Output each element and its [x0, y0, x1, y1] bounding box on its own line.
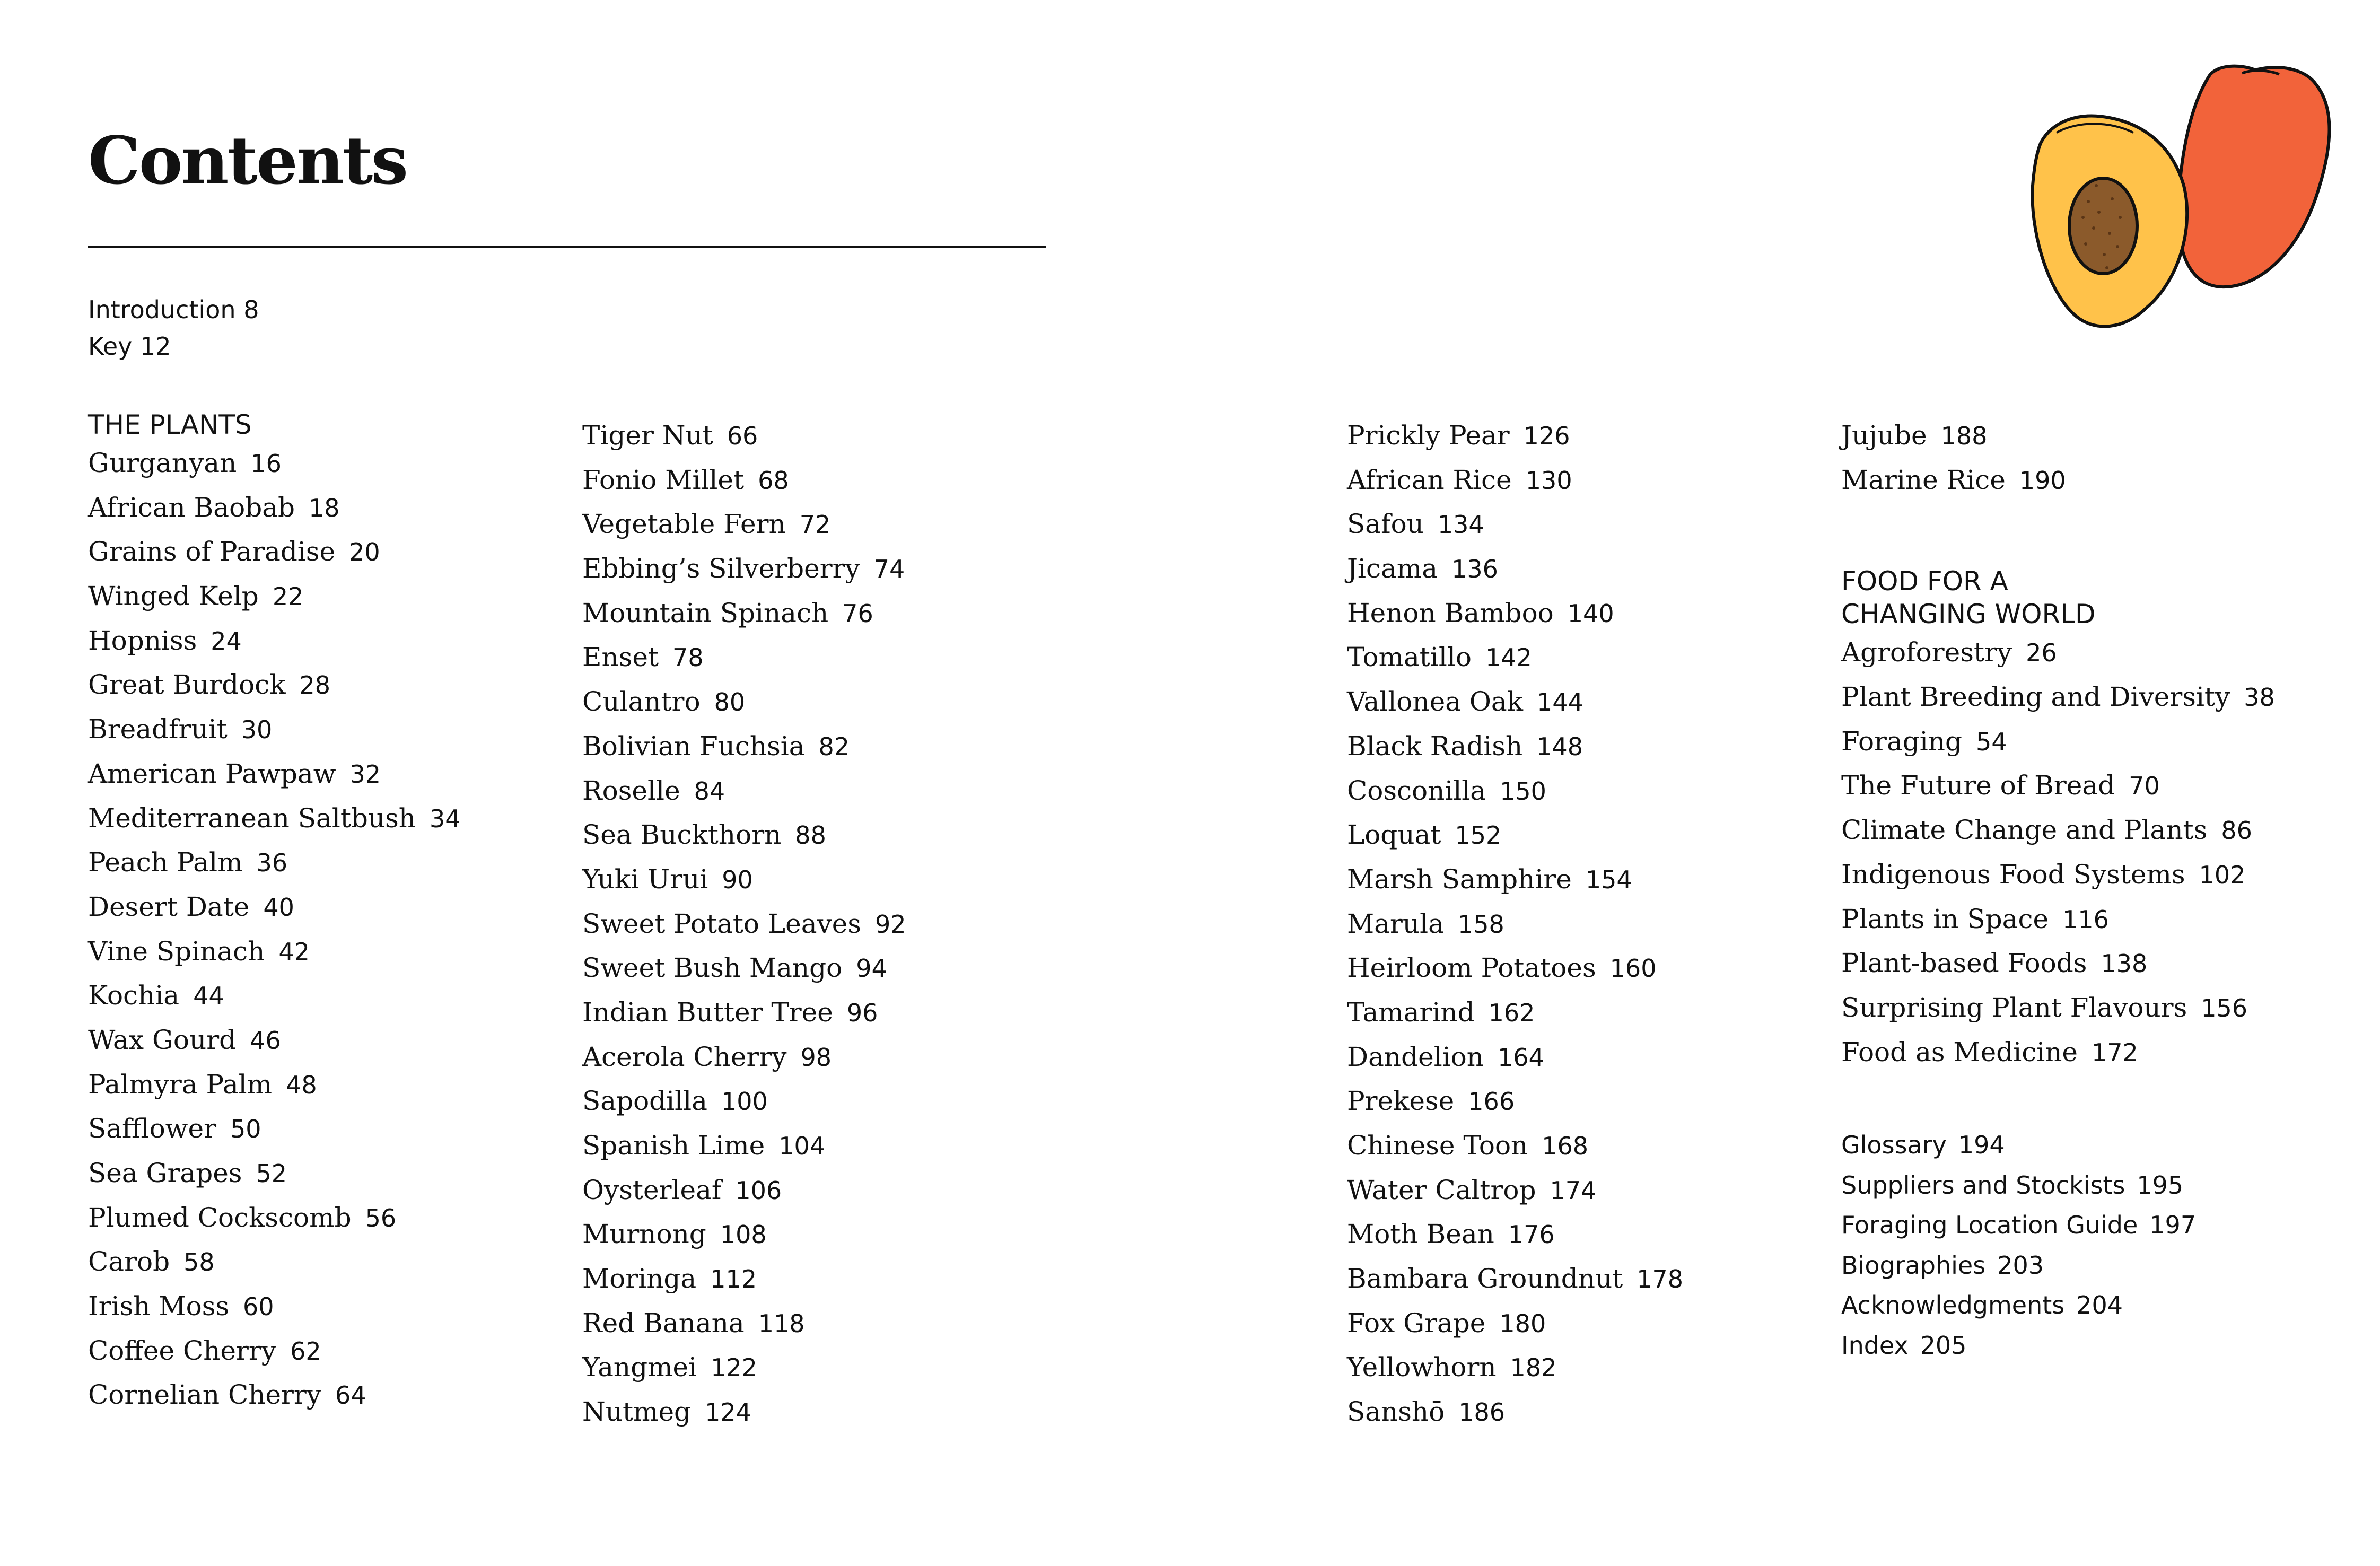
entry-label: Acknowledgments: [1841, 1291, 2065, 1320]
entry-label: Jicama: [1347, 553, 1438, 584]
entry-page: 50: [230, 1115, 261, 1144]
toc-entry[interactable]: [88, 752, 461, 797]
toc-entry[interactable]: [582, 414, 906, 458]
entry-page: 174: [1550, 1176, 1597, 1205]
entry-label: Bolivian Fuchsia: [582, 730, 805, 762]
plants-column-1: [88, 408, 461, 1418]
toc-entry[interactable]: [582, 1390, 906, 1434]
entry-page: 18: [309, 493, 340, 522]
section-heading-food: [1841, 565, 2275, 631]
toc-entry[interactable]: [88, 1107, 461, 1151]
entry-page: 80: [714, 688, 746, 717]
entry-page: 116: [2062, 905, 2109, 934]
toc-entry[interactable]: [582, 1079, 906, 1124]
entry-page: 140: [1567, 599, 1614, 628]
toc-entry[interactable]: [582, 946, 906, 991]
toc-entry[interactable]: [88, 974, 461, 1018]
entry-page: 74: [873, 555, 905, 584]
toc-entry[interactable]: [1347, 1345, 1683, 1390]
toc-entry[interactable]: [1347, 724, 1683, 769]
entry-label: Introduction: [88, 295, 236, 324]
toc-entry[interactable]: [582, 458, 906, 503]
entry-page: 104: [778, 1132, 826, 1160]
entry-page: 92: [875, 909, 906, 939]
entry-page: 30: [241, 715, 273, 745]
entry-label: Foraging: [1841, 725, 1962, 757]
title-divider: [88, 246, 1046, 248]
entry-label: Prickly Pear: [1347, 420, 1510, 451]
toc-entry[interactable]: [88, 930, 461, 974]
entry-page: 16: [250, 449, 282, 478]
entry-page: 72: [799, 510, 831, 539]
entry-label: The Future of Bread: [1841, 770, 2115, 801]
toc-entry[interactable]: [582, 902, 906, 947]
entry-page: 82: [818, 732, 850, 761]
section-heading-plants: THE PLANTS: [88, 409, 252, 440]
toc-entry[interactable]: [1347, 991, 1683, 1035]
entry-label: Plumed Cockscomb: [88, 1202, 352, 1233]
toc-entry[interactable]: [88, 486, 461, 530]
toc-entry[interactable]: [582, 1124, 906, 1168]
toc-entry[interactable]: [1841, 720, 2275, 764]
entry-page: 22: [272, 582, 304, 611]
toc-entry[interactable]: [1841, 808, 2275, 853]
toc-entry[interactable]: [582, 680, 906, 724]
entry-page: 134: [1437, 510, 1484, 539]
entry-label: Henon Bamboo: [1347, 597, 1554, 628]
entry-page: 20: [349, 538, 380, 567]
entry-page: 186: [1458, 1398, 1506, 1427]
entry-page: 108: [720, 1220, 767, 1249]
section-heading-line: FOOD FOR A: [1841, 566, 2008, 597]
entry-page: 148: [1536, 732, 1583, 761]
entry-label: Hopniss: [88, 625, 197, 656]
entry-page: 164: [1497, 1043, 1544, 1072]
entry-page: 52: [256, 1159, 287, 1188]
entry-page: 178: [1637, 1265, 1684, 1294]
plants-entry-list: [1841, 414, 2275, 502]
entry-label: Marula: [1347, 908, 1444, 939]
entry-label: Agroforestry: [1841, 637, 2012, 668]
toc-entry[interactable]: [88, 1373, 461, 1418]
entry-page: 38: [2244, 683, 2275, 712]
toc-entry[interactable]: [1841, 675, 2275, 720]
toc-entry[interactable]: [1347, 1168, 1683, 1213]
entry-label: Marine Rice: [1841, 464, 2006, 495]
toc-entry[interactable]: [1347, 547, 1683, 591]
entry-label: Sapodilla: [582, 1086, 707, 1117]
entry-label: Palmyra Palm: [88, 1069, 273, 1100]
toc-entry[interactable]: [88, 707, 461, 752]
entry-label: Red Banana: [582, 1307, 745, 1338]
entry-page: 98: [800, 1043, 832, 1072]
entry-label: Dandelion: [1347, 1041, 1484, 1072]
entry-label: Sea Grapes: [88, 1158, 242, 1188]
toc-entry[interactable]: [88, 1063, 461, 1107]
entry-page: 144: [1537, 688, 1583, 717]
entry-label: Climate Change and Plants: [1841, 815, 2208, 846]
food-section: [1841, 565, 2275, 1074]
toc-entry[interactable]: [582, 1345, 906, 1390]
entry-page: 76: [842, 599, 873, 628]
toc-entry[interactable]: [1347, 1390, 1683, 1434]
entry-label: Indian Butter Tree: [582, 996, 833, 1028]
toc-entry[interactable]: [88, 574, 461, 619]
entry-page: 112: [710, 1265, 757, 1294]
entry-page: 136: [1451, 555, 1498, 584]
entry-page: 118: [758, 1309, 805, 1338]
entry-label: Sweet Potato Leaves: [582, 908, 862, 939]
entry-page: 90: [722, 865, 753, 894]
entry-page: 160: [1609, 954, 1657, 983]
toc-entry[interactable]: [1841, 764, 2275, 808]
toc-entry[interactable]: [1347, 1079, 1683, 1124]
toc-entry[interactable]: [582, 1168, 906, 1213]
entry-label: Kochia: [88, 980, 180, 1011]
plants-entry-list: [582, 414, 906, 1434]
entry-label: Safou: [1347, 509, 1424, 540]
entry-page: 205: [1920, 1331, 1967, 1360]
entry-page: 176: [1508, 1220, 1555, 1249]
entry-label: Tiger Nut: [582, 420, 713, 451]
entry-page: 34: [430, 804, 461, 833]
entry-page: 42: [278, 937, 310, 966]
toc-entry[interactable]: [582, 1035, 906, 1080]
entry-label: Black Radish: [1347, 730, 1523, 762]
entry-label: Fonio Millet: [582, 464, 745, 495]
fruit-illustration-icon: [2019, 58, 2341, 361]
entry-page: 166: [1468, 1087, 1515, 1116]
toc-entry[interactable]: [88, 530, 461, 574]
entry-label: Culantro: [582, 686, 701, 718]
entry-label: Gurganyan: [88, 448, 237, 478]
entry-label: Coffee Cherry: [88, 1335, 277, 1366]
entry-label: Irish Moss: [88, 1291, 230, 1322]
entry-page: 54: [1975, 727, 2007, 756]
toc-entry[interactable]: [582, 813, 906, 858]
toc-entry[interactable]: [582, 547, 906, 591]
entry-page: 168: [1542, 1132, 1589, 1160]
entry-page: 12: [140, 332, 171, 361]
toc-entry[interactable]: [1347, 680, 1683, 724]
entry-label: African Rice: [1347, 464, 1512, 495]
entry-page: 188: [1940, 422, 1988, 450]
toc-entry[interactable]: [582, 1257, 906, 1301]
entry-label: Chinese Toon: [1347, 1130, 1528, 1161]
entry-label: Plant Breeding and Diversity: [1841, 681, 2230, 713]
entry-label: Yangmei: [582, 1352, 697, 1383]
entry-label: Suppliers and Stockists: [1841, 1170, 2125, 1200]
entry-label: Fox Grape: [1347, 1307, 1486, 1338]
entry-label: Nutmeg: [582, 1396, 692, 1428]
entry-label: Heirloom Potatoes: [1347, 952, 1596, 984]
fruit-seed-icon: [2069, 178, 2137, 274]
entry-page: 32: [349, 759, 381, 789]
toc-entry[interactable]: [1841, 1125, 2275, 1166]
toc-entry[interactable]: [582, 502, 906, 547]
entry-page: 130: [1525, 466, 1572, 495]
toc-entry[interactable]: [582, 1212, 906, 1257]
toc-entry[interactable]: [1347, 902, 1683, 947]
toc-entry[interactable]: [582, 635, 906, 680]
toc-entry[interactable]: [1347, 1124, 1683, 1168]
entry-page: 62: [290, 1336, 321, 1366]
toc-entry[interactable]: [1347, 858, 1683, 902]
toc-entry[interactable]: [1841, 1326, 2275, 1366]
entry-page: 138: [2101, 949, 2148, 978]
entry-label: Carob: [88, 1246, 170, 1278]
front-matter-list: [88, 292, 259, 365]
entry-label: Great Burdock: [88, 669, 286, 701]
toc-entry[interactable]: [1841, 941, 2275, 986]
toc-entry[interactable]: [1347, 458, 1683, 503]
entry-page: 100: [721, 1087, 768, 1116]
toc-entry[interactable]: [1347, 813, 1683, 858]
toc-entry[interactable]: [1347, 591, 1683, 636]
toc-entry[interactable]: [88, 841, 461, 885]
entry-label: Vallonea Oak: [1347, 686, 1524, 718]
entry-label: Acerola Cherry: [582, 1041, 787, 1072]
entry-label: Sweet Bush Mango: [582, 952, 843, 984]
entry-page: 8: [243, 295, 259, 324]
entry-label: Cornelian Cherry: [88, 1379, 322, 1411]
entry-page: 197: [2149, 1211, 2197, 1240]
entry-page: 158: [1457, 909, 1504, 939]
entry-label: Vegetable Fern: [582, 509, 786, 540]
toc-entry[interactable]: [582, 991, 906, 1035]
entry-label: Index: [1841, 1331, 1909, 1360]
entry-page: 150: [1500, 776, 1546, 806]
entry-page: 84: [694, 776, 725, 806]
section-heading-line: CHANGING WORLD: [1841, 599, 2096, 630]
toc-entry[interactable]: [582, 769, 906, 813]
toc-entry[interactable]: [88, 1018, 461, 1063]
entry-label: Mediterranean Saltbush: [88, 802, 416, 834]
toc-entry[interactable]: [88, 1196, 461, 1240]
entry-label: Moringa: [582, 1263, 697, 1294]
entry-page: 102: [2199, 860, 2246, 889]
entry-label: Plant-based Foods: [1841, 948, 2087, 979]
page-title: Contents: [88, 123, 407, 199]
toc-entry[interactable]: [88, 292, 259, 328]
entry-label: Glossary: [1841, 1131, 1947, 1160]
entry-label: Plants in Space: [1841, 903, 2049, 934]
entry-label: Indigenous Food Systems: [1841, 859, 2185, 890]
entry-label: Breadfruit: [88, 714, 228, 745]
entry-page: 156: [2201, 993, 2248, 1022]
entry-page: 86: [2221, 816, 2252, 845]
toc-entry[interactable]: [1841, 631, 2275, 675]
toc-entry[interactable]: [88, 663, 461, 707]
entry-page: 56: [365, 1203, 397, 1232]
entry-page: 44: [193, 982, 224, 1011]
toc-entry[interactable]: [1347, 635, 1683, 680]
entry-label: Moth Bean: [1347, 1219, 1494, 1250]
entry-label: Sea Buckthorn: [582, 819, 782, 851]
entry-label: Prekese: [1347, 1086, 1455, 1117]
entry-page: 78: [672, 643, 704, 672]
entry-page: 172: [2092, 1038, 2138, 1067]
toc-entry[interactable]: [582, 1301, 906, 1346]
entry-page: 60: [243, 1292, 274, 1322]
food-entry-list: [1841, 631, 2275, 1074]
entry-page: 40: [263, 893, 294, 922]
entry-label: Yuki Urui: [582, 863, 708, 895]
toc-entry[interactable]: [88, 619, 461, 663]
entry-label: Key: [88, 332, 133, 361]
entry-label: Surprising Plant Flavours: [1841, 992, 2188, 1023]
toc-entry[interactable]: [1347, 1257, 1683, 1301]
toc-entry[interactable]: [88, 441, 461, 486]
entry-label: Grains of Paradise: [88, 536, 336, 567]
entry-page: 66: [727, 422, 758, 450]
plants-column-3: [1347, 414, 1683, 1434]
entry-page: 194: [1958, 1131, 2005, 1160]
entry-label: Sanshō: [1347, 1396, 1445, 1428]
toc-entry[interactable]: [1347, 502, 1683, 547]
toc-entry[interactable]: [88, 1284, 461, 1329]
toc-entry[interactable]: [1347, 414, 1683, 458]
entry-label: Marsh Samphire: [1347, 863, 1572, 895]
entry-page: 58: [183, 1248, 215, 1277]
entry-page: 190: [2019, 466, 2066, 495]
toc-entry[interactable]: [1347, 946, 1683, 991]
toc-entry[interactable]: [582, 724, 906, 769]
entry-page: 154: [1585, 865, 1632, 894]
entry-page: 142: [1485, 643, 1532, 672]
entry-page: 70: [2129, 772, 2160, 801]
toc-entry[interactable]: [1841, 1285, 2275, 1326]
entry-label: Desert Date: [88, 891, 250, 922]
entry-label: Food as Medicine: [1841, 1036, 2078, 1068]
entry-page: 126: [1523, 422, 1570, 450]
entry-page: 180: [1499, 1309, 1546, 1338]
entry-label: Wax Gourd: [88, 1024, 237, 1055]
entry-label: Safflower: [88, 1113, 216, 1144]
entry-label: Foraging Location Guide: [1841, 1211, 2138, 1240]
entry-label: Bambara Groundnut: [1347, 1263, 1623, 1294]
toc-entry[interactable]: [88, 797, 461, 841]
toc-entry[interactable]: [1841, 853, 2275, 897]
entry-label: Spanish Lime: [582, 1130, 765, 1161]
entry-label: Mountain Spinach: [582, 597, 829, 628]
entry-page: 152: [1455, 821, 1502, 850]
toc-entry[interactable]: [88, 328, 259, 365]
toc-entry[interactable]: [1841, 458, 2275, 503]
entry-page: 64: [335, 1381, 366, 1410]
entry-label: African Baobab: [88, 492, 295, 523]
entry-page: 203: [1997, 1250, 2044, 1280]
entry-page: 88: [795, 821, 826, 850]
toc-entry[interactable]: [88, 1329, 461, 1373]
toc-entry[interactable]: [88, 1240, 461, 1284]
toc-entry[interactable]: [1841, 1205, 2275, 1246]
entry-page: 24: [211, 626, 242, 655]
entry-label: Murnong: [582, 1219, 706, 1250]
plants-entry-list: [88, 441, 461, 1418]
entry-page: 182: [1510, 1353, 1557, 1383]
toc-entry[interactable]: [1347, 769, 1683, 813]
toc-entry[interactable]: [1347, 1035, 1683, 1080]
entry-page: 28: [299, 671, 331, 700]
entry-page: 195: [2137, 1170, 2184, 1200]
entry-page: 48: [286, 1070, 317, 1099]
toc-entry[interactable]: [1841, 986, 2275, 1030]
plants-column-2: [582, 414, 906, 1434]
fruit-whole-icon: [2178, 66, 2329, 287]
plants-entry-list: [1347, 414, 1683, 1434]
entry-label: Enset: [582, 642, 659, 673]
entry-label: Tomatillo: [1347, 642, 1472, 673]
entry-page: 122: [711, 1353, 757, 1383]
entry-label: Tamarind: [1347, 996, 1475, 1028]
toc-entry[interactable]: [1347, 1301, 1683, 1346]
entry-label: Peach Palm: [88, 847, 243, 878]
toc-entry[interactable]: [88, 885, 461, 930]
entry-label: Jujube: [1841, 420, 1927, 451]
toc-entry[interactable]: [1841, 414, 2275, 458]
toc-entry[interactable]: [1841, 1246, 2275, 1286]
entry-page: 124: [705, 1398, 751, 1427]
entry-label: Biographies: [1841, 1250, 1986, 1280]
entry-label: American Pawpaw: [88, 758, 336, 789]
entry-page: 162: [1488, 998, 1535, 1027]
entry-label: Loquat: [1347, 819, 1441, 851]
entry-label: Winged Kelp: [88, 581, 259, 612]
entry-label: Roselle: [582, 775, 680, 806]
toc-entry[interactable]: [88, 1151, 461, 1196]
entry-page: 204: [2076, 1291, 2123, 1320]
entry-page: 36: [256, 848, 288, 878]
entry-label: Cosconilla: [1347, 775, 1486, 806]
back-matter-list: [1841, 1125, 2275, 1366]
toc-entry[interactable]: [1841, 1166, 2275, 1206]
entry-page: 46: [250, 1026, 281, 1055]
toc-entry[interactable]: [1347, 1212, 1683, 1257]
entry-page: 26: [2026, 638, 2057, 668]
entry-label: Oysterleaf: [582, 1174, 722, 1205]
entry-page: 106: [735, 1176, 782, 1205]
entry-label: Yellowhorn: [1347, 1352, 1497, 1383]
entry-label: Water Caltrop: [1347, 1174, 1536, 1205]
toc-entry[interactable]: [1841, 897, 2275, 942]
plants-column-4: [1841, 414, 2275, 1366]
entry-page: 96: [846, 998, 878, 1027]
entry-page: 68: [758, 466, 789, 495]
toc-entry[interactable]: [582, 858, 906, 902]
entry-label: Ebbing’s Silverberry: [582, 553, 860, 584]
entry-page: 94: [856, 954, 887, 983]
toc-entry[interactable]: [582, 591, 906, 636]
toc-entry[interactable]: [1841, 1030, 2275, 1075]
entry-label: Vine Spinach: [88, 935, 265, 967]
